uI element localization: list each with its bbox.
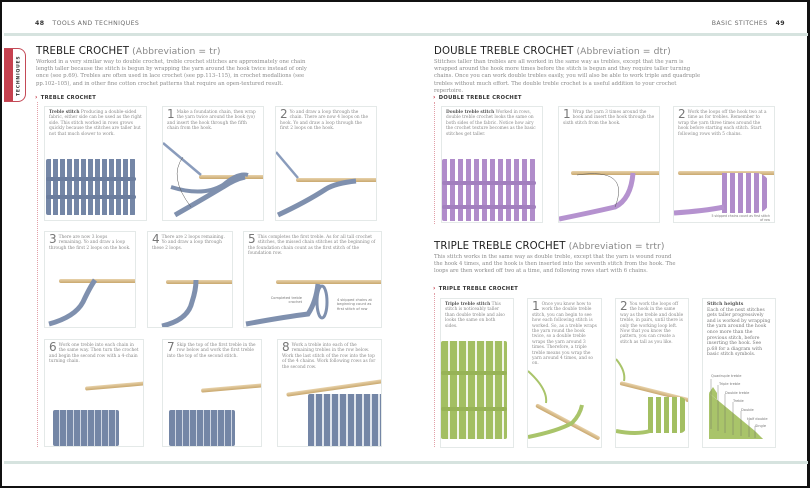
treble-stitch-card: Treble stitch Producing a double-sided fabric, either side can be used as the right side. This stitch worked in rows grows quickly because the stitches are taller but not that much slower to work. bbox=[44, 106, 147, 221]
bottom-rule bbox=[4, 461, 808, 464]
chevron-right-icon: › bbox=[433, 94, 436, 101]
label-quadruple-treble: Quadruple treble bbox=[711, 374, 742, 378]
left-dotted-guide bbox=[37, 102, 38, 447]
green-triple-treble-swatch bbox=[441, 341, 507, 439]
crochet-hook bbox=[201, 383, 262, 392]
triple-treble-intro: This stitch works in the same way as double treble, except that the yarn is wound round the hook 4 times, and the hook is then inserted into the seventh stitch from the hook. The loops are then worked off two at a time, and following rows start with 6 chains. bbox=[434, 254, 676, 275]
label-half-double: Half double bbox=[747, 417, 768, 421]
double-treble-stitch-card: Double treble stitch Worked in rows, double treble crochet looks the same on both sides of the fabric. Notice how airy the crochet texture becomes as the basic stitches get taller. bbox=[441, 106, 543, 223]
trtr-step-1-diagram bbox=[528, 299, 602, 448]
treble-step-3-card: 3 There are now 3 loops remaining. Yo and draw a loop through the first 2 loops on the hook. bbox=[44, 231, 136, 328]
trtr-step-2-diagram bbox=[616, 299, 689, 448]
side-tab-label: TECHNIQUES bbox=[16, 55, 22, 96]
techniques-side-tab bbox=[4, 48, 26, 102]
triple-treble-step-2-card: 2 You work the loops off the hook in the same way as the treble and double treble, in pairs, until there is only the working loop left. Now that you know the pattern, you can create a stitch as tall as you like. bbox=[615, 298, 689, 448]
treble-subheading: › TREBLE CROCHET bbox=[35, 94, 97, 101]
label-double: Double bbox=[741, 408, 754, 412]
double-treble-subheading: › DOUBLE TREBLE CROCHET bbox=[433, 94, 522, 101]
dtr-step-2-diagram bbox=[674, 107, 775, 223]
step-4-diagram bbox=[148, 232, 233, 328]
triple-treble-stitch-card: Triple treble stitch This stitch is noticeably taller than double treble and also looks the same on both sides. bbox=[440, 298, 514, 448]
label-double-treble: Double treble bbox=[725, 391, 750, 395]
blue-fabric bbox=[169, 410, 235, 446]
treble-step-2-card: 2 Yo and draw a loop through the chain. There are now 4 loops on the hook. Yo and draw a loop through the first 2 loops on the hook. bbox=[275, 106, 377, 221]
right-page-number: 49 bbox=[775, 20, 785, 27]
treble-title: TREBLE CROCHET (Abbreviation = tr) bbox=[36, 46, 221, 57]
double-treble-step-1-card: 1 Wrap the yarn 3 times around the book and insert the hook through the sixth stitch from the hook. bbox=[558, 106, 660, 223]
right-running-head: BASIC STITCHES 49 bbox=[711, 20, 785, 27]
triple-treble-step-1-card: 1 Once you know how to work the double treble stitch, you can begin to see how each following stitch is worked. So, as a treble wraps the yarn round the book twice, so a double treble wraps the yarn around 3 times. Therefore, a triple treble means you wrap the yarn around 4 times, and so on. bbox=[527, 298, 602, 448]
step-1-diagram bbox=[163, 107, 264, 221]
chevron-right-icon: › bbox=[35, 94, 38, 101]
treble-step-8-card: 8 Work a treble into each of the remaining trebles in the row below. Work the last stitch of the row into the top of the 4 chains. Work following rows as for the second row. bbox=[277, 339, 382, 447]
right-dotted-guide-bottom bbox=[434, 293, 435, 447]
stitch-heights-card: Stitch heights Each of the next stitches gets taller progressively and is worked by wrapping the yarn around the hook once more than the previous stitch, before inserting the hook. See p.68 for a diagram with basic stitch symbols. Quadruple treble Triple treble Double treble Treble Double Half double Single bbox=[702, 298, 776, 448]
treble-step-1-card: 1 Make a foundation chain, then wrap the yarn twice around the book (yo) and insert the hook through the fifth chain from the hook. bbox=[162, 106, 264, 221]
crochet-hook bbox=[85, 381, 144, 390]
chevron-right-icon: › bbox=[433, 285, 436, 292]
label-single: Single bbox=[755, 424, 767, 428]
double-treble-title: DOUBLE TREBLE CROCHET (Abbreviation = dtr) bbox=[434, 46, 671, 57]
right-dotted-guide-top bbox=[434, 102, 435, 224]
treble-step-4-card: 4 There are 2 loops remaining. Yo and draw a loop through these 2 loops. bbox=[147, 231, 233, 328]
triple-treble-subheading: › TRIPLE TREBLE CROCHET bbox=[433, 285, 519, 292]
blue-fabric bbox=[308, 394, 382, 447]
blue-fabric bbox=[53, 410, 119, 446]
double-treble-intro: Stitches taller than trebles are all worked in the same way as trebles, except that the yarn is wrapped around the hook more times before the stitch is begun and they require taller turning chains. Once you can work double trebles easily, you will also be able to work triple and quadruple trebles without much effort. The double treble crochet is a useful addition to your crochet repertoire. bbox=[434, 59, 701, 94]
step-3-diagram bbox=[45, 232, 136, 328]
double-treble-step-2-card: 2 Work the loops off the hook two at a time as for trebles. Remember to wrap the yarn three times around the hook before starting each stitch. Start following rows with 5 chains. 5 skipped chains count as first stitch of row bbox=[673, 106, 775, 223]
dtr-skipped-chains-label: 5 skipped chains count as first stitch of row bbox=[711, 214, 770, 222]
step-5-diagram bbox=[244, 232, 382, 328]
treble-step-6-card: 6 Work one treble into each chain in the same way. Then turn the crochet and begin the second row with a 4-chain turning chain. bbox=[44, 339, 144, 447]
label-triple-treble: Triple treble bbox=[719, 382, 741, 386]
completed-treble-label: Completed treble crochet bbox=[270, 296, 302, 305]
dtr-step-1-diagram bbox=[559, 107, 660, 223]
treble-step-5-card: 5 This completes the first treble. As for all tall crochet stitches, the missed chain stitches at the beginning of the foundation chain count as the first stitch of the foundation row. Completed treble crochet 4 skipped chains at beginning count as first stitch of row bbox=[243, 231, 382, 328]
treble-intro: Worked in a very similar way to double crochet, treble crochet stitches are approximately one chain length taller because the stitch is begun by wrapping the yarn around the hook twice instead of only once (see p.69). Trebles are often used in lace crochet (see pp.113–115), in crochet medallions (see pp.102–105), and in other fine cotton crochet patterns that require an open-textured result. bbox=[36, 59, 307, 87]
treble-step-7-card: 7 Skip the top of the first treble in the row below and work the first treble into the top of the second stitch. bbox=[162, 339, 262, 447]
purple-double-treble-swatch bbox=[442, 159, 536, 221]
triple-treble-title: TRIPLE TREBLE CROCHET (Abbreviation = trtr) bbox=[434, 241, 665, 252]
top-rule bbox=[4, 33, 808, 36]
label-treble: Treble bbox=[733, 399, 744, 403]
skipped-chains-label: 4 skipped chains at beginning count as first stitch of row bbox=[337, 298, 372, 311]
blue-treble-swatch bbox=[46, 159, 136, 215]
left-running-head: 48 TOOLS AND TECHNIQUES bbox=[35, 20, 140, 27]
left-page-number: 48 bbox=[35, 20, 45, 27]
step-2-diagram bbox=[276, 107, 377, 221]
